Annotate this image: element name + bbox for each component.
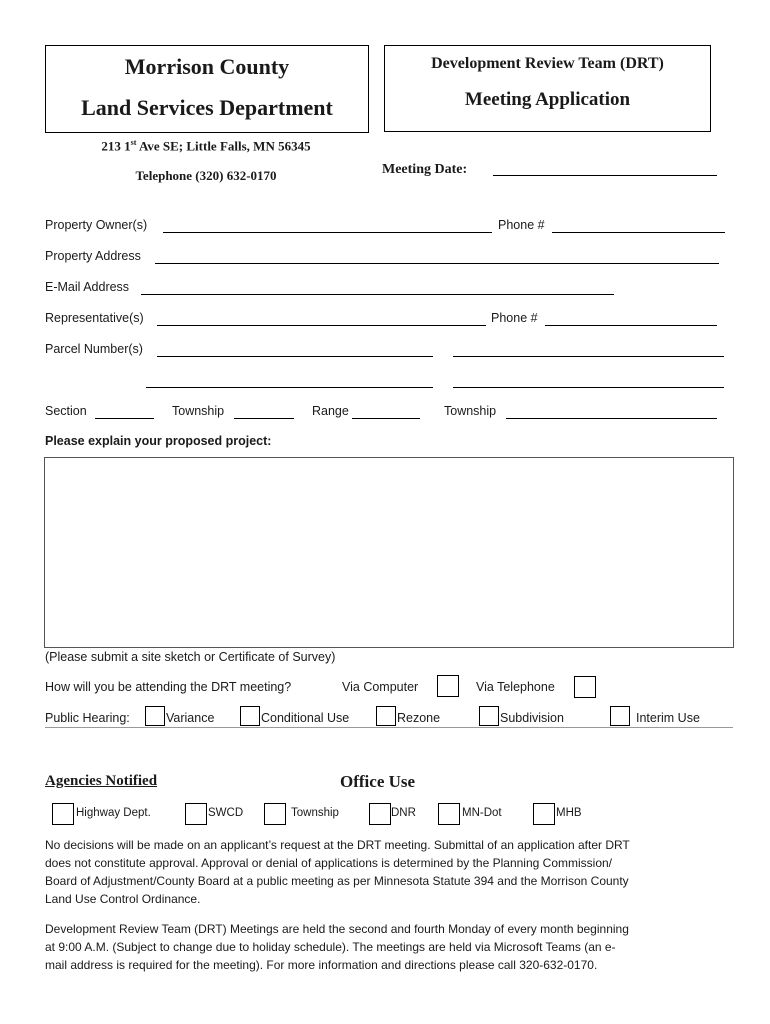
section-label: Section [45,404,87,418]
via-telephone-checkbox[interactable] [574,676,596,698]
mhb-checkbox[interactable] [533,803,555,825]
application-title-box [384,45,711,132]
parcel-number-field-1[interactable] [157,356,433,357]
rezone-checkbox[interactable] [376,706,396,726]
department-name: Land Services Department [81,95,333,120]
swcd-checkbox[interactable] [185,803,207,825]
rezone-label: Rezone [397,711,441,725]
county-name: Morrison County [124,54,290,79]
parcel-number-field-3[interactable] [146,387,433,388]
range-label: Range [312,404,349,418]
township-label: Township [172,404,225,418]
property-address-label: Property Address [45,249,141,263]
department-header-box [45,45,369,133]
department-telephone: Telephone (320) 632-0170 [135,168,277,183]
meeting-date-label: Meeting Date: [382,162,468,177]
subdivision-checkbox[interactable] [479,706,499,726]
agencies-notified-heading: Agencies Notified [45,773,158,789]
email-field[interactable] [141,294,614,295]
mn-dot-label: MN-Dot [462,807,502,819]
public-hearing-label: Public Hearing: [45,711,130,725]
email-label: E-Mail Address [45,280,130,294]
via-computer-checkbox[interactable] [437,675,459,697]
property-owner-label: Property Owner(s) [45,218,148,232]
parcel-number-label: Parcel Number(s) [45,342,143,356]
conditional-use-checkbox[interactable] [240,706,260,726]
highway-dept-label: Highway Dept. [76,807,151,819]
property-address-field[interactable] [155,263,719,264]
department-address: 213 1st Ave SE; Little Falls, MN 56345 [101,138,311,154]
owner-phone-field[interactable] [552,232,725,233]
application-title: Meeting Application [464,89,631,110]
parcel-number-field-2[interactable] [453,356,724,357]
attendance-question: How will you be attending the DRT meeting? [45,680,292,694]
meeting-date-field[interactable] [493,175,717,176]
representative-phone-field[interactable] [545,325,717,326]
site-sketch-note: (Please submit a site sketch or Certificate of Survey) [45,650,336,664]
conditional-use-label: Conditional Use [261,711,350,725]
dnr-checkbox[interactable] [369,803,391,825]
interim-use-label: Interim Use [636,711,700,725]
township-agency-label: Township [291,807,339,819]
via-computer-label: Via Computer [342,680,419,694]
dnr-label: DNR [391,807,416,819]
township-field[interactable] [234,418,294,419]
township-name-field[interactable] [506,418,717,419]
interim-use-checkbox[interactable] [610,706,630,726]
office-use-heading: Office Use [340,772,416,791]
project-prompt: Please explain your proposed project: [45,434,272,448]
drt-title: Development Review Team (DRT) [431,55,664,72]
property-owner-field[interactable] [163,232,492,233]
parcel-number-field-4[interactable] [453,387,724,388]
disclaimer-paragraph: No decisions will be made on an applicant’s request at the DRT meeting. Submittal of an application after DRT does not constitute approval. Approval or denial of applications is determined by the Planning Commission/ Board of Adjustment/County Board at a public meeting as per Minnesota Statute 394 and the Morrison County Land Use Control Ordinance. [45,838,630,906]
owner-phone-label: Phone # [498,218,545,232]
township-name-label: Township [444,404,497,418]
representative-label: Representative(s) [45,311,144,325]
section-field[interactable] [95,418,154,419]
project-description-textarea[interactable] [44,457,734,648]
section-divider [45,727,733,728]
subdivision-label: Subdivision [500,711,564,725]
range-field[interactable] [352,418,420,419]
township-agency-checkbox[interactable] [264,803,286,825]
mn-dot-checkbox[interactable] [438,803,460,825]
meeting-info-paragraph: Development Review Team (DRT) Meetings are held the second and fourth Monday of every month beginning at 9:00 A.M. (Subject to change due to holiday schedule). The meetings are held via Microsoft Teams (an e- mail address is required for the meeting). For more information and directions please call 320-632-0170. [45,922,629,972]
representative-phone-label: Phone # [491,311,538,325]
swcd-label: SWCD [208,807,244,819]
via-telephone-label: Via Telephone [476,680,555,694]
variance-checkbox[interactable] [145,706,165,726]
variance-label: Variance [166,711,215,725]
highway-dept-checkbox[interactable] [52,803,74,825]
mhb-label: MHB [556,807,582,819]
representative-field[interactable] [157,325,486,326]
